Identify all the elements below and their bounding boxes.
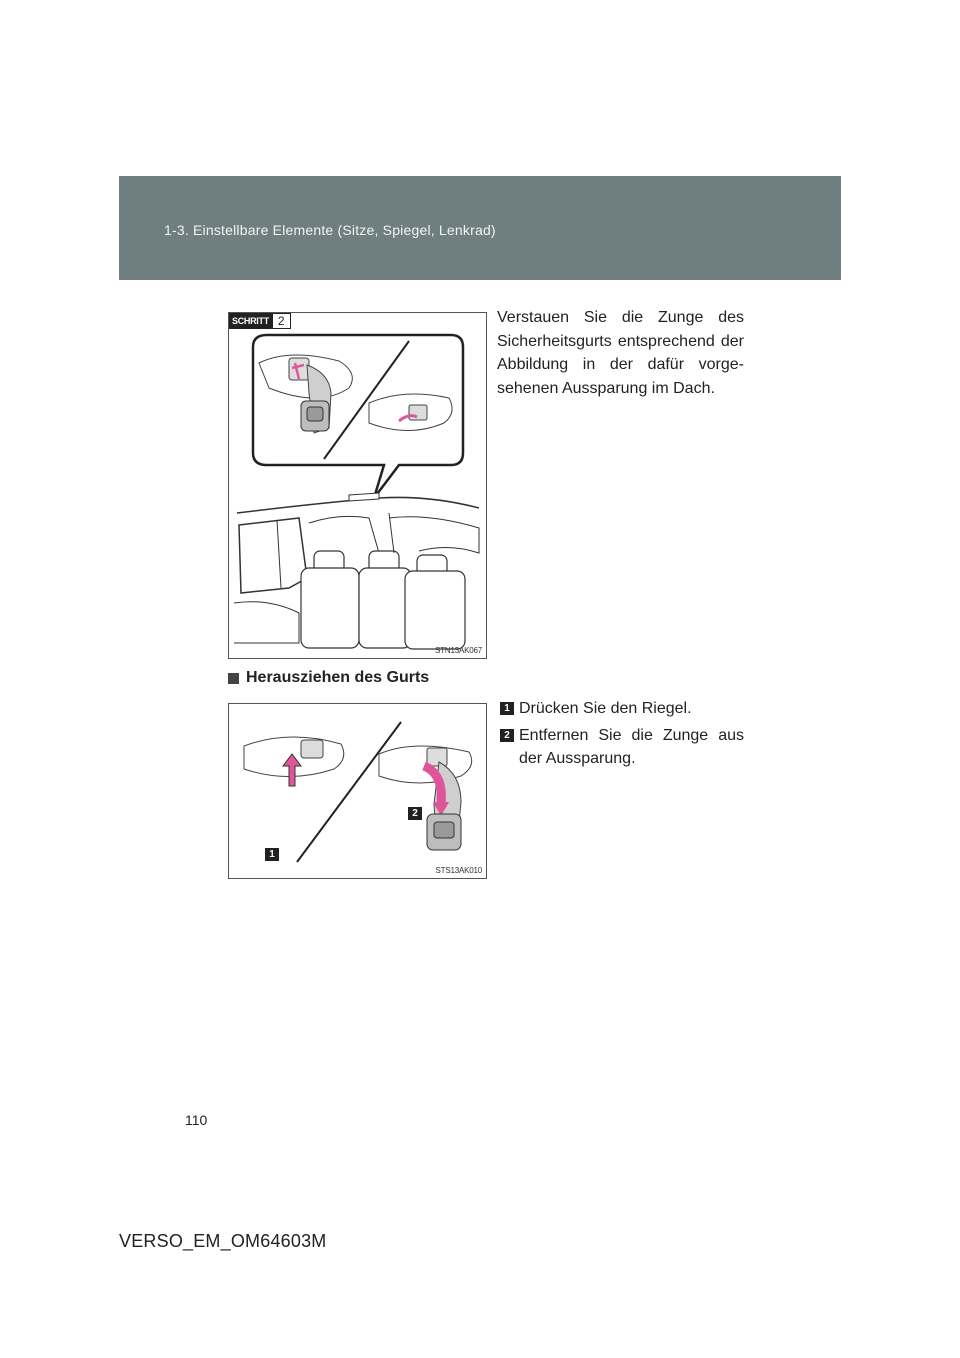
step-number-badge: 1	[500, 702, 514, 715]
figure-roof-storage	[228, 312, 487, 659]
section-title: Herausziehen des Gurts	[246, 669, 430, 686]
list-item	[500, 697, 744, 721]
page-number: 110	[185, 1112, 208, 1128]
chapter-header	[119, 176, 841, 280]
figure-code: STS13AK010	[435, 866, 482, 875]
document-code: VERSO_EM_OM64603M	[119, 1231, 327, 1251]
step-badge-number: 2	[272, 313, 291, 329]
step-number-badge: 2	[500, 729, 514, 742]
figure-release-belt	[228, 703, 487, 879]
chapter-title: 1-3. Einstellbare Elemente (Sitze, Spiegel, Lenkrad)	[164, 222, 496, 238]
callout-2: 2	[408, 807, 422, 820]
step-badge	[229, 313, 291, 329]
step-text: Entfernen Sie die Zunge aus der Aussparung.	[519, 726, 744, 767]
step-text: Drücken Sie den Riegel.	[519, 700, 692, 717]
instruction-paragraph: Verstauen Sie die Zunge des Sicherheitsgurts entsprechend der Abbildung in der dafür vorgesehenen Aussparung im Dach.	[497, 309, 744, 397]
step-list	[500, 697, 744, 774]
callout-1: 1	[265, 848, 279, 861]
step-badge-label: SCHRITT	[229, 313, 272, 329]
roof-storage-illustration	[229, 313, 486, 658]
list-item	[500, 724, 744, 771]
figure-code: STN13AK067	[435, 646, 482, 655]
section-heading	[228, 669, 429, 687]
section-bullet-icon	[228, 673, 239, 684]
